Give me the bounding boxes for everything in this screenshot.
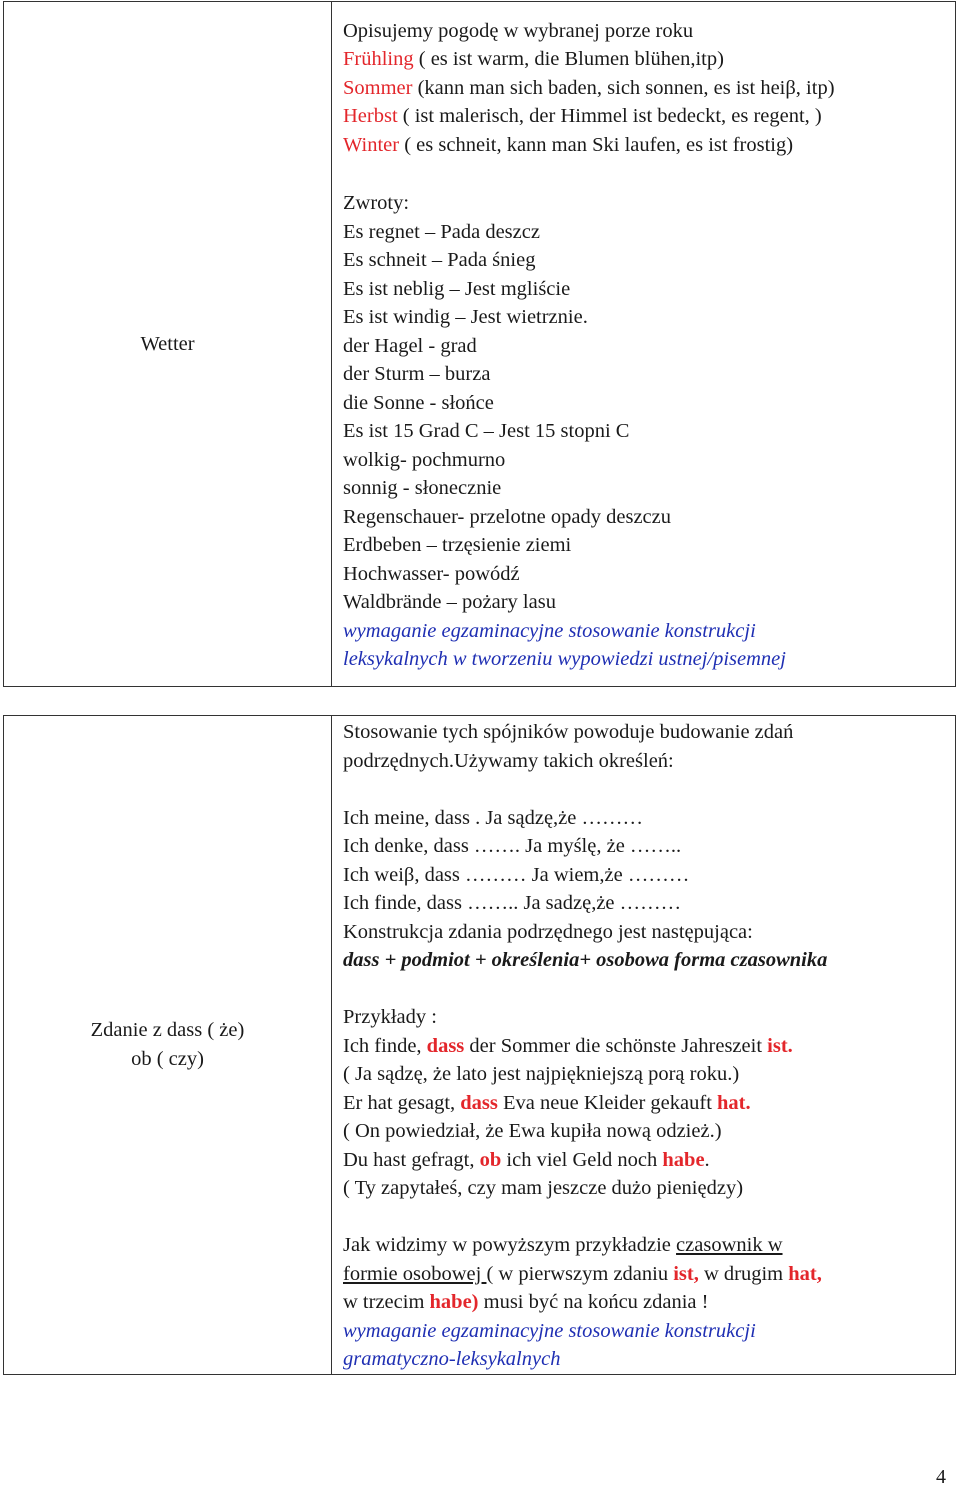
example-2-translation: ( On powiedział, że Ewa kupiła nową odzież.) xyxy=(343,1120,722,1142)
expression-line: Ich finde, dass …….. Ja sadzę,że ……… xyxy=(343,892,682,914)
construction-intro: Konstrukcja zdania podrzędnego jest następująca: xyxy=(343,920,753,943)
example-2: Er hat gesagt, dass Eva neue Kleider gekauft hat. xyxy=(343,1091,751,1114)
phrase-line: die Sonne - słońce xyxy=(343,391,494,414)
season-winter: Winter ( es schneit, kann man Ski laufen, es ist frostig) xyxy=(343,133,794,156)
phrase-line: der Sturm – burza xyxy=(343,363,491,385)
phrase-line: Hochwasser- powódź xyxy=(343,562,520,585)
phrase-line: Es schneit – Pada śnieg xyxy=(343,249,536,271)
dass-ob-table xyxy=(3,715,956,1375)
exam-requirement-line: wymaganie egzaminacyjne stosowanie konstrukcji xyxy=(343,619,756,642)
phrase-line: sonnig - słonecznie xyxy=(343,477,502,499)
dass-ob-label: Zdanie z dass ( że) ob ( czy) xyxy=(90,1019,245,1070)
season-spring: Frühling ( es ist warm, die Blumen blühen,itp) xyxy=(343,48,724,70)
phrase-line: Es ist 15 Grad C – Jest 15 stopni C xyxy=(343,420,630,442)
expression-line: Ich meine, dass . Ja sądzę,że ……… xyxy=(343,806,643,829)
phrase-line: Zwroty: xyxy=(343,192,410,214)
exam-requirement-line: leksykalnych w tworzeniu wypowiedzi ustnej/pisemnej xyxy=(343,648,786,670)
summary-line-3: w trzecim habe) musi być na końcu zdania ! xyxy=(343,1291,709,1313)
example-3: Du hast gefragt, ob ich viel Geld noch habe. xyxy=(343,1148,710,1171)
weather-content-cell xyxy=(332,2,956,687)
summary-line-2: formie osobowej ( w pierwszym zdaniu ist, w drugim hat, xyxy=(343,1262,822,1285)
spacer xyxy=(343,1203,955,1232)
spacer xyxy=(343,159,955,189)
page-number: 4 xyxy=(936,1466,946,1488)
phrase-line: Erdbeben – trzęsienie ziemi xyxy=(343,534,572,556)
example-1-translation: ( Ja sądzę, że lato jest najpiękniejszą porą roku.) xyxy=(343,1063,740,1085)
spacer xyxy=(343,775,955,804)
example-3-translation: ( Ty zapytałeś, czy mam jeszcze dużo pieniędzy) xyxy=(343,1177,744,1199)
phrase-line: der Hagel - grad xyxy=(343,334,477,357)
phrase-line: Es regnet – Pada deszcz xyxy=(343,220,540,243)
phrase-line: wolkig- pochmurno xyxy=(343,448,506,471)
expression-line: Ich denke, dass ……. Ja myślę, że …….. xyxy=(343,835,682,857)
example-1: Ich finde, dass der Sommer die schönste Jahreszeit ist. xyxy=(343,1034,793,1057)
weather-label-cell xyxy=(4,2,332,687)
intro-line: podrzędnych.Używamy takich określeń: xyxy=(343,749,674,772)
spacer xyxy=(343,975,955,1004)
dass-ob-label-cell xyxy=(4,716,332,1375)
weather-label: Wetter xyxy=(140,332,195,355)
phrase-line: Waldbrände – pożary lasu xyxy=(343,591,556,613)
weather-content xyxy=(332,15,955,674)
intro-line: Stosowanie tych spójników powoduje budowanie zdań xyxy=(343,721,794,743)
season-autumn: Herbst ( ist malerisch, der Himmel ist bedeckt, es regent, ) xyxy=(343,105,822,127)
exam-requirement-line: gramatyczno-leksykalnych xyxy=(343,1348,561,1370)
phrase-line: Regenschauer- przelotne opady deszczu xyxy=(343,505,671,528)
exam-requirement-line: wymaganie egzaminacyjne stosowanie konstrukcji xyxy=(343,1319,756,1342)
phrase-line: Es ist windig – Jest wietrznie. xyxy=(343,306,588,328)
summary-line-1: Jak widzimy w powyższym przykładzie czasownik w xyxy=(343,1234,783,1256)
dass-ob-content-cell xyxy=(332,716,956,1375)
dass-ob-content xyxy=(332,716,955,1374)
examples-title: Przykłady : xyxy=(343,1006,437,1028)
phrase-line: Es ist neblig – Jest mgliście xyxy=(343,277,571,300)
season-summer: Sommer (kann man sich baden, sich sonnen, es ist heiβ, itp) xyxy=(343,76,835,99)
weather-intro: Opisujemy pogodę w wybranej porze roku xyxy=(343,19,694,42)
weather-table xyxy=(3,1,956,687)
expression-line: Ich weiβ, dass ……… Ja wiem,że ……… xyxy=(343,863,690,886)
construction-formula: dass + podmiot + określenia+ osobowa forma czasownika xyxy=(343,949,828,971)
